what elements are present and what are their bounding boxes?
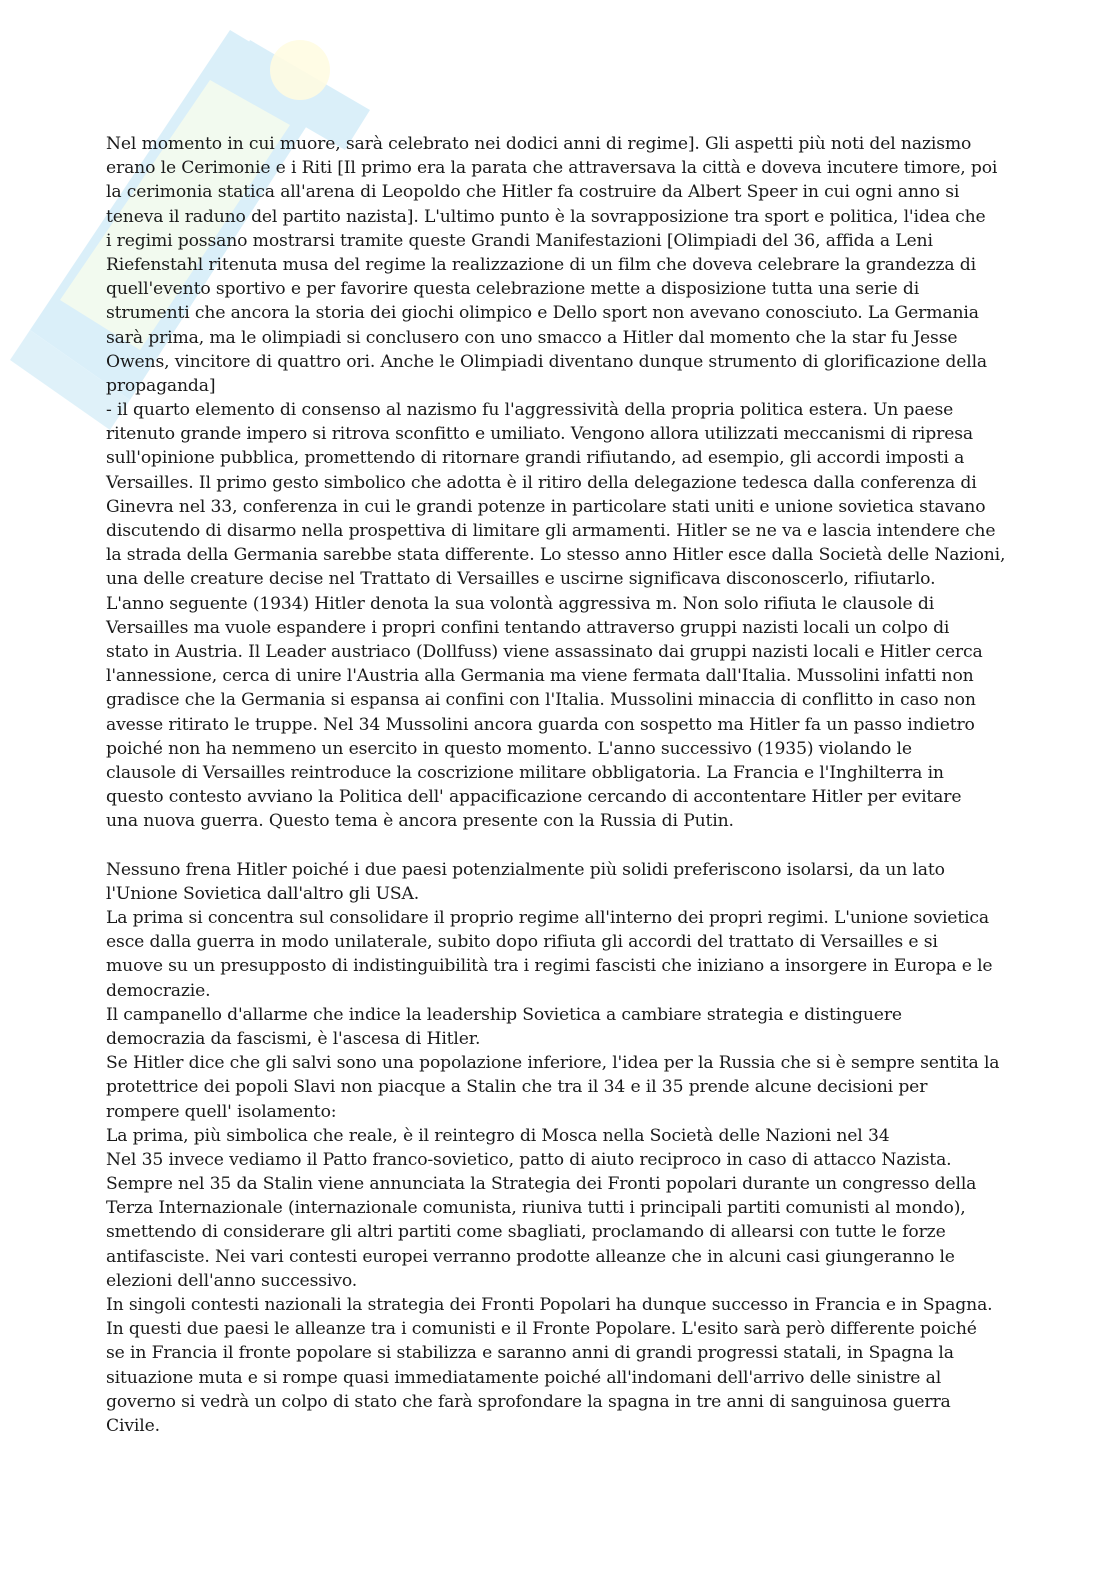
text-line: teneva il raduno del partito nazista]. L'ultimo punto è la sovrapposizione tra sport e politica, l'idea che bbox=[106, 206, 986, 227]
text-line: situazione muta e si rompe quasi immediatamente poiché all'indomani dell'arrivo delle sinistre al bbox=[106, 1367, 942, 1388]
text-line: governo si vedrà un colpo di stato che farà sprofondare la spagna in tre anni di sanguinosa guerra bbox=[106, 1391, 951, 1412]
text-line: - il quarto elemento di consenso al nazismo fu l'aggressività della propria politica estera. Un paese bbox=[106, 400, 954, 421]
text-line: se in Francia il fronte popolare si stabilizza e saranno anni di grandi progressi statali, in Spagna la bbox=[106, 1343, 954, 1364]
text-line: Riefenstahl ritenuta musa del regime la realizzazione di un film che doveva celebrare la grandezza di bbox=[106, 254, 976, 275]
text-line: sarà prima, ma le olimpiadi si conclusero con uno smacco a Hitler dal momento che la star fu Jesse bbox=[106, 327, 958, 348]
text-line: In questi due paesi le alleanze tra i comunisti e il Fronte Popolare. L'esito sarà però differente poiché bbox=[106, 1319, 977, 1340]
text-line: stato in Austria. Il Leader austriaco (Dollfuss) viene assassinato dai gruppi nazisti locali e Hitler cerca bbox=[106, 641, 983, 662]
text-line: questo contesto avviano la Politica dell' appacificazione cercando di accontentare Hitler per evitare bbox=[106, 787, 962, 808]
text-line: muove su un presupposto di indistinguibilità tra i regimi fascisti che iniziano a insorgere in Europa e le bbox=[106, 956, 993, 977]
text-line: democrazie. bbox=[106, 980, 211, 1001]
document-body bbox=[106, 132, 1006, 1438]
paragraph-gap bbox=[106, 833, 1006, 857]
text-line: una delle creature decise nel Trattato di Versailles e uscirne significava disconoscerlo, rifiutarlo. bbox=[106, 569, 936, 590]
text-line: rompere quell' isolamento: bbox=[106, 1101, 337, 1122]
text-line: Versailles ma vuole espandere i propri confini tentando attraverso gruppi nazisti locali un colpo di bbox=[106, 617, 950, 638]
text-line: quell'evento sportivo e per favorire questa celebrazione mette a disposizione tutta una serie di bbox=[106, 279, 920, 300]
text-line: i regimi possano mostrarsi tramite queste Grandi Manifestazioni [Olimpiadi del 36, affida a Leni bbox=[106, 230, 933, 251]
text-line: Nel momento in cui muore, sarà celebrato nei dodici anni di regime]. Gli aspetti più noti del nazismo bbox=[106, 134, 972, 154]
text-line: ritenuto grande impero si ritrova sconfitto e umiliato. Vengono allora utilizzati meccanismi di ripresa bbox=[106, 424, 973, 445]
text-line: Nel 35 invece vediamo il Patto franco-sovietico, patto di aiuto reciproco in caso di attacco Nazista. bbox=[106, 1149, 952, 1170]
text-line: In singoli contesti nazionali la strategia dei Fronti Popolari ha dunque successo in Francia e in Spagna. bbox=[106, 1295, 993, 1315]
text-line: clausole di Versailles reintroduce la coscrizione militare obbligatoria. La Francia e l'Inghilterra in bbox=[106, 762, 944, 783]
text-line: Sempre nel 35 da Stalin viene annunciata la Strategia dei Fronti popolari durante un congresso della bbox=[106, 1174, 977, 1195]
text-line: Nessuno frena Hitler poiché i due paesi potenzialmente più solidi preferiscono isolarsi, da un lato bbox=[106, 859, 945, 880]
text-line: l'Unione Sovietica dall'altro gli USA. bbox=[106, 883, 420, 904]
text-line: poiché non ha nemmeno un esercito in questo momento. L'anno successivo (1935) violando le bbox=[106, 738, 912, 759]
text-line: La prima, più simbolica che reale, è il reintegro di Mosca nella Società delle Nazioni nel 34 bbox=[106, 1125, 890, 1146]
text-line: sull'opinione pubblica, promettendo di ritornare grandi rifiutando, ad esempio, gli accordi imposti a bbox=[106, 448, 965, 469]
text-line: avesse ritirato le truppe. Nel 34 Mussolini ancora guarda con sospetto ma Hitler fa un passo indietro bbox=[106, 714, 975, 735]
text-line: esce dalla guerra in modo unilaterale, subito dopo rifiuta gli accordi del trattato di Versailles e si bbox=[106, 932, 938, 953]
text-line: democrazia da fascismi, è l'ascesa di Hitler. bbox=[106, 1028, 481, 1049]
text-line: Se Hitler dice che gli salvi sono una popolazione inferiore, l'idea per la Russia che si è sempre sentita la bbox=[106, 1053, 1000, 1074]
text-line: gradisce che la Germania si espansa ai confini con l'Italia. Mussolini minaccia di conflitto in caso non bbox=[106, 690, 976, 711]
text-line: erano le Cerimonie e i Riti [Il primo era la parata che attraversava la città e doveva incutere timore, poi bbox=[106, 158, 998, 179]
text-line: smettendo di considerare gli altri partiti come sbagliati, proclamando di allearsi con tutte le forze bbox=[106, 1222, 946, 1243]
text-line: la cerimonia statica all'arena di Leopoldo che Hitler fa costruire da Albert Speer in cui ogni anno si bbox=[106, 182, 960, 203]
text-line: elezioni dell'anno successivo. bbox=[106, 1270, 358, 1291]
text-line: Owens, vincitore di quattro ori. Anche le Olimpiadi diventano dunque strumento di glorificazione della bbox=[106, 351, 988, 372]
text-line: una nuova guerra. Questo tema è ancora presente con la Russia di Putin. bbox=[106, 811, 734, 832]
text-line: antifasciste. Nei vari contesti europei verranno prodotte alleanze che in alcuni casi giungeranno le bbox=[106, 1246, 955, 1267]
text-line: propaganda] bbox=[106, 375, 216, 396]
text-line: La prima si concentra sul consolidare il proprio regime all'interno dei propri regimi. L'unione sovietica bbox=[106, 908, 989, 928]
text-line: Il campanello d'allarme che indice la leadership Sovietica a cambiare strategia e distinguere bbox=[106, 1004, 902, 1025]
text-line: Terza Internazionale (internazionale comunista, riuniva tutti i principali partiti comunisti al mondo), bbox=[106, 1198, 966, 1219]
text-line: Ginevra nel 33, conferenza in cui le grandi potenze in particolare stati uniti e unione sovietica stavano bbox=[106, 496, 986, 517]
text-line: l'annessione, cerca di unire l'Austria alla Germania ma viene fermata dall'Italia. Mussolini infatti non bbox=[106, 666, 974, 687]
text-line: la strada della Germania sarebbe stata differente. Lo stesso anno Hitler esce dalla Società delle Nazioni, bbox=[106, 545, 1006, 566]
text-line: protettrice dei popoli Slavi non piacque a Stalin che tra il 34 e il 35 prende alcune decisioni per bbox=[106, 1077, 928, 1098]
text-line: Versailles. Il primo gesto simbolico che adotta è il ritiro della delegazione tedesca dalla conferenza di bbox=[106, 472, 977, 493]
text-line: L'anno seguente (1934) Hitler denota la sua volontà aggressiva m. Non solo rifiuta le clausole di bbox=[106, 593, 935, 614]
text-line: Civile. bbox=[106, 1415, 160, 1436]
text-line: strumenti che ancora la storia dei giochi olimpico e Dello sport non avevano conosciuto. La Germania bbox=[106, 303, 979, 324]
text-line: discutendo di disarmo nella prospettiva di limitare gli armamenti. Hitler se ne va e lascia intendere che bbox=[106, 521, 996, 541]
